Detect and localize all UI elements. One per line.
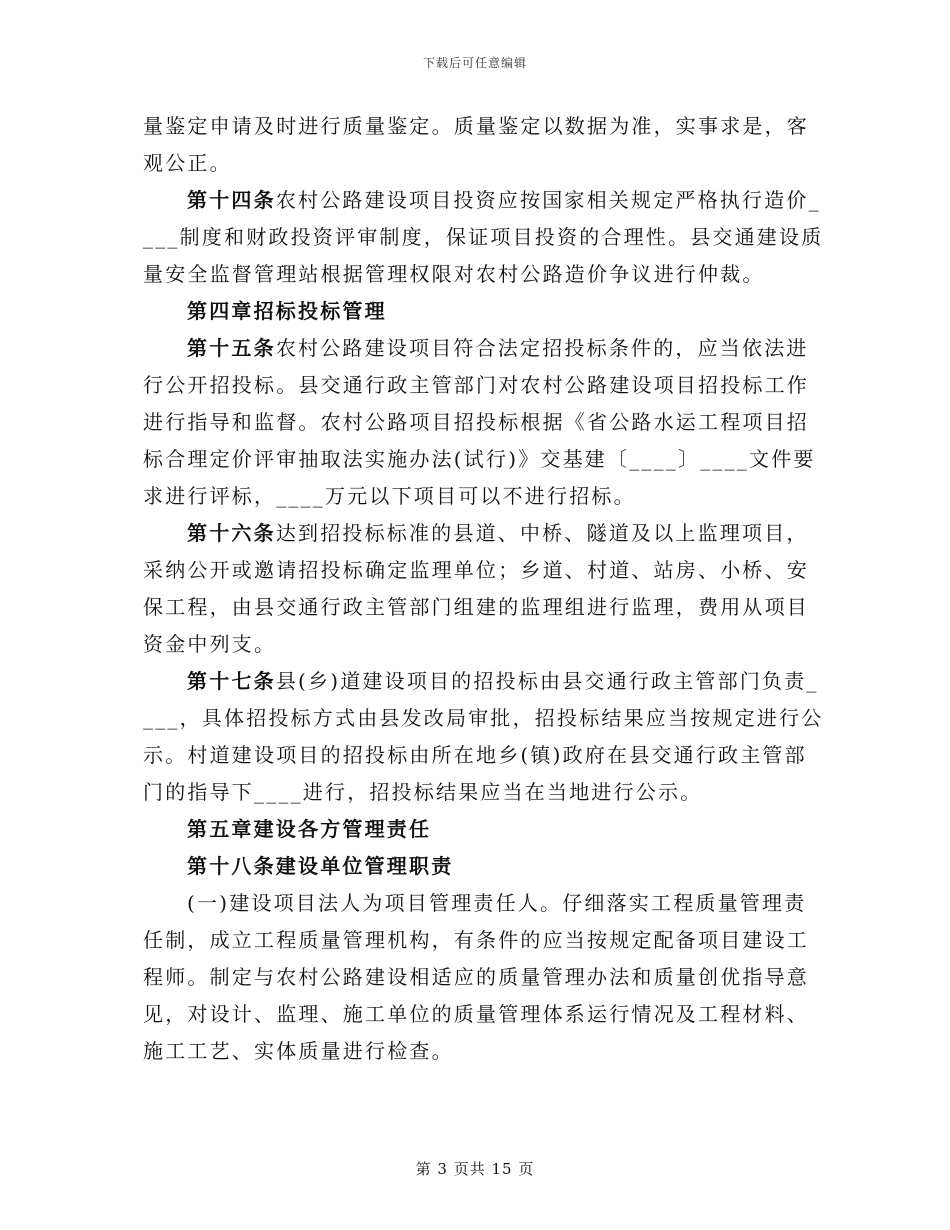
line-text: 资金中列支。 [143, 632, 277, 656]
text-line [143, 256, 807, 293]
text-line [143, 996, 807, 1033]
article-heading: 第十八条建设单位管理职责 [187, 854, 454, 878]
line-text: 量安全监督管理站根据管理权限对农村公路造价争议进行仲裁。 [143, 262, 765, 286]
article-heading: 第十五条 [187, 336, 276, 360]
line-text: 保工程，由县交通行政主管部门组建的监理组进行监理，费用从项目 [143, 595, 809, 619]
page-footer: 第 3 页共 15 页 [415, 1160, 535, 1178]
line-text: 求进行评标，____万元以下项目可以不进行招标。 [143, 484, 636, 508]
text-line [143, 478, 807, 515]
article-heading: 第十四条 [187, 188, 276, 212]
text-line [143, 441, 816, 478]
text-line [143, 552, 807, 589]
line-text: 门的指导下____进行，招投标结果应当在当地进行公示。 [143, 780, 703, 804]
line-text: 行公开招投标。县交通行政主管部门对农村公路建设项目招投标工作 [143, 373, 809, 397]
line-text: 达到招投标标准的县道、中桥、隧道及以上监理项目， [275, 521, 809, 545]
line-text: 任制，成立工程质量管理机构，有条件的应当按规定配备项目建设工 [143, 928, 809, 952]
text-line [143, 330, 807, 367]
line-text: ___制度和财政投资评审制度，保证项目投资的合理性。县交通建设质 [143, 225, 824, 249]
text-line [143, 959, 807, 996]
text-line [143, 367, 807, 404]
line-text: 施工工艺、实体质量进行检查。 [143, 1039, 454, 1063]
text-line [143, 626, 807, 663]
text-line [143, 922, 807, 959]
text-line [143, 774, 807, 811]
line-text: 农村公路建设项目符合法定招投标条件的，应当依法进 [275, 336, 809, 360]
article-heading: 第十六条 [187, 521, 276, 545]
line-text: 县(乡)道建设项目的招投标由县交通行政主管部门负责_ [275, 669, 819, 693]
text-line [143, 219, 824, 256]
text-line [143, 182, 821, 219]
line-text: 农村公路建设项目投资应按国家相关规定严格执行造价_ [275, 188, 821, 212]
line-text: 程师。制定与农村公路建设相适应的质量管理办法和质量创优指导意 [143, 965, 809, 989]
text-line [143, 885, 807, 922]
line-text: (一)建设项目法人为项目管理责任人。仔细落实工程质量管理责 [187, 891, 807, 915]
line-text: 采纳公开或邀请招投标确定监理单位；乡道、村道、站房、小桥、安 [143, 558, 809, 582]
article-heading: 第十七条 [187, 669, 276, 693]
chapter-heading: 第四章招标投标管理 [187, 299, 387, 323]
line-text: 观公正。 [143, 151, 232, 175]
text-line [143, 404, 807, 441]
text-line [143, 663, 819, 700]
text-line [143, 145, 807, 182]
text-line [143, 515, 807, 552]
page-header: 下载后可任意编辑 [422, 56, 527, 70]
line-text: 进行指导和监督。农村公路项目招投标根据《省公路水运工程项目招 [143, 410, 809, 434]
text-line [143, 811, 807, 848]
line-text: 量鉴定申请及时进行质量鉴定。质量鉴定以数据为准，实事求是，客 [143, 114, 809, 138]
chapter-heading: 第五章建设各方管理责任 [187, 817, 432, 841]
text-line [143, 700, 824, 737]
text-line [143, 737, 807, 774]
text-line [143, 108, 807, 145]
text-line [143, 848, 807, 885]
line-text: 标合理定价评审抽取法实施办法(试行)》交基建〔____〕____文件要 [143, 447, 816, 471]
text-line [143, 1033, 807, 1070]
document-body [143, 108, 824, 1070]
text-line [143, 293, 807, 330]
line-text: ___，具体招投标方式由县发改局审批，招投标结果应当按规定进行公 [143, 706, 824, 730]
text-line [143, 589, 807, 626]
line-text: 见，对设计、监理、施工单位的质量管理体系运行情况及工程材料、 [143, 1002, 809, 1026]
line-text: 示。村道建设项目的招投标由所在地乡(镇)政府在县交通行政主管部 [143, 743, 807, 767]
